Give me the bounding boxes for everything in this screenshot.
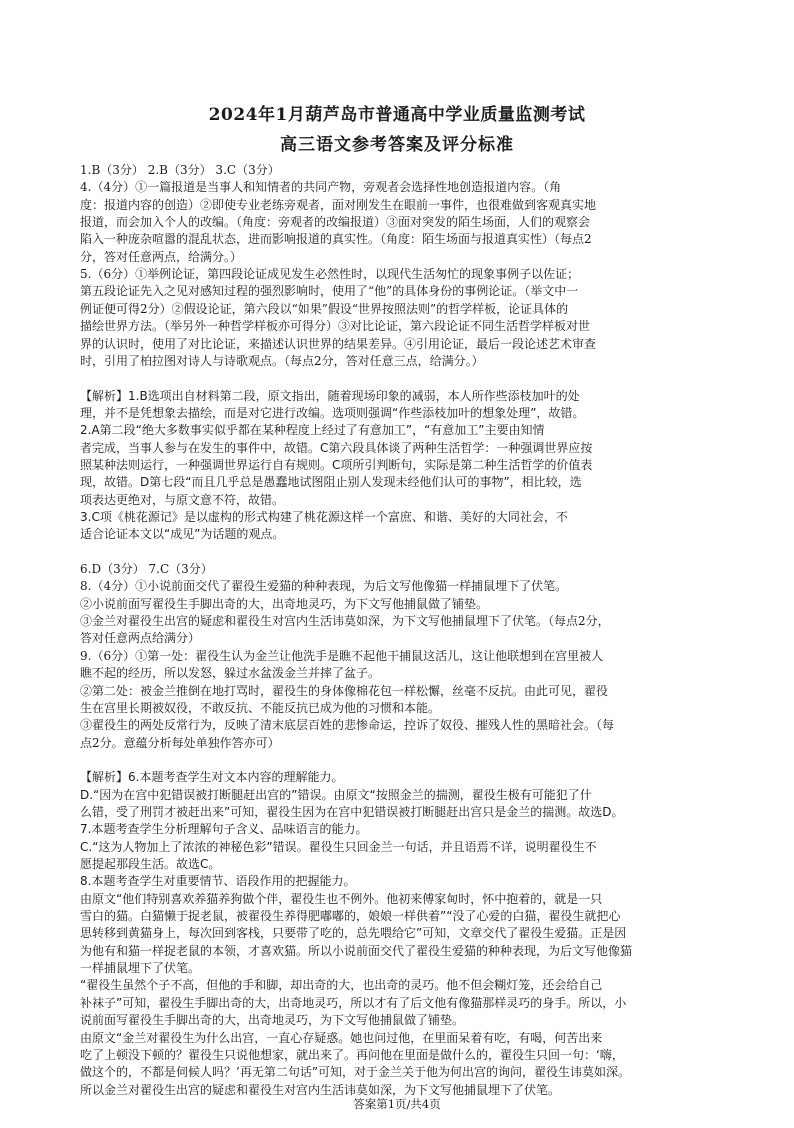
text-line: 点2分。意蕴分析每处单独作答亦可）	[80, 735, 280, 750]
text-line: ②第二处：被金兰推倒在地打骂时，翟役生的身体像棉花包一样松懈，丝毫不反抗。由此可见，翟役	[80, 683, 609, 698]
text-line: 5.（6分）①举例论证，第四段论证成见发生必然性时，以现代生活匆忙的现象事例子以佐证；	[80, 267, 580, 282]
text-line: 者完成，当事人参与在发生的事件中，故错。C第六段具体谈了两种生活哲学：一种强调世界应按	[80, 440, 593, 455]
text-line: 由原文“金兰对翟役生为什么出宫，一直心存疑惑。她也问过他，在里面呆着有吃，有喝，何苦出来	[80, 1030, 603, 1045]
text-line: “翟役生虽然个子不高，但他的手和脚，却出奇的大，也出奇的灵巧。他不但会糊灯笼，还会给自己	[80, 978, 603, 993]
text-line: ③翟役生的两处反常行为，反映了清末底层百姓的悲惨命运，控诉了奴役、摧残人性的黑暗社会。（每	[80, 718, 615, 733]
text-line: 1.B（3分） 2.B（3分） 3.C（3分）	[80, 163, 280, 177]
text-line: 么错，受了刑罚才被赶出来”可知，翟役生因为在宫中犯错误被打断腿赶出宫只是金兰的揣测。故选D。	[80, 804, 624, 819]
text-line: 陷入一种庞杂喧嚣的混乱状态，进而影响报道的真实性。（角度：陌生场面与报道真实性）（每点2	[80, 232, 592, 247]
text-line: 例证便可得2分）②假设论证，第六段以“如果”假设“世界按照法则”的哲学样板，论证具体的	[80, 301, 569, 316]
text-line: 为他有和猫一样捉老鼠的本领，才喜欢猫。所以小说前面交代了翟役生爱猫的种种表现，为后文写他像猫	[80, 943, 633, 958]
document-title: 2024年1月葫芦岛市普通高中学业质量监测考试	[208, 105, 586, 125]
text-line: 【解析】6.本题考查学生对文本内容的理解能力。	[80, 770, 344, 785]
text-line: 吃了上顿没下顿的？翟役生只说他想家，就出来了。再问他在里面是做什么的，翟役生只回一句：‘嗨，	[80, 1047, 624, 1062]
text-line: C.“这为人物加上了浓浓的神秘色彩”错误。翟役生只回金兰一句话，并且语焉不详，说明翟役生不	[80, 839, 597, 854]
text-line: 现，故错。D第七段“而且几乎总是愚蠢地试图阻止别人发现未经他们认可的事物”，相比较，选	[80, 475, 582, 490]
text-line: 雪白的猫。白猫懒于捉老鼠，被翟役生养得肥嘟嘟的，娘娘一样供着”“没了心爱的白猫，翟役生就把心	[80, 909, 621, 924]
text-line: 瞧不起的经历，所以发怒，躲过水盆泼金兰并摔了盆子。	[80, 666, 381, 681]
text-line: ③金兰对翟役生出宫的疑虑和翟役生对宫内生活讳莫如深，为下文写他捕鼠埋下了伏笔。（每点2分，	[80, 614, 610, 629]
document-subtitle: 高三语文参考答案及评分标准	[280, 135, 514, 155]
text-line: ②小说前面写翟役生手脚出奇的大，出奇地灵巧，为下文写他捕鼠做了铺垫。	[80, 596, 489, 611]
text-line: 做这个的，不都是伺候人吗？’再无第二句话”可知，对于金兰关于他为何出宫的询问，翟役生讳莫如深。	[80, 1065, 631, 1080]
text-line: 界的认识时，使用了对比论证，来描述认识世界的结果差异。④引用论证，最后一段论述艺术审查	[80, 336, 597, 351]
text-line: 描绘世界方法。（举另外一种哲学样板亦可得分）③对比论证，第六段论证不同生活哲学样板对世	[80, 319, 591, 334]
text-line: 8.本题考查学生对重要情节、语段作用的把握能力。	[80, 874, 356, 889]
text-line: 生在宫里长期被奴役，不敢反抗、不能反抗已成为他的习惯和本能。	[80, 700, 441, 715]
text-line: 2.A第二段“绝大多数事实似乎都在某种程度上经过了有意加工”，“有意加工”主要由知情	[80, 423, 545, 438]
text-line: 照某种法则运行，一种强调世界运行自有规则。C项所引判断句，实际是第二种生活哲学的价值表	[80, 457, 593, 472]
text-line: 一样捕鼠埋下了伏笔。	[80, 961, 201, 976]
text-line: 4.（4分）①一篇报道是当事人和知情者的共同产物，旁观者会选择性地创造报道内容。（角	[80, 180, 562, 195]
text-line: 适合论证本文以“成见”为话题的观点。	[80, 527, 285, 542]
text-line: 项表达更绝对，与原文意不符，故错。	[80, 492, 285, 507]
text-line: 愿提起那段生活。故选C。	[80, 857, 221, 871]
page-footer: 答案第1页/共4页	[353, 1097, 441, 1111]
text-line: 补袜子”可知，翟役生手脚出奇的大，出奇地灵巧，所以才有了后文他有像猫那样灵巧的身手。所以，小	[80, 995, 627, 1010]
text-line: 分，答对任意两点，给满分。）	[80, 249, 243, 264]
text-line: 9.（6分）①第一处：翟役生认为金兰让他洗手是瞧不起他干捕鼠这活儿，这让他联想到在宫里被人	[80, 648, 604, 663]
text-line: 说前面写翟役生手脚出奇的大，出奇地灵巧，为下文写他捕鼠做了铺垫。	[80, 1013, 465, 1028]
text-line: 思转移到黄猫身上，每次回到客栈，只要带了吃的，总先喂给它”可知，文章交代了翟役生爱猫。正是因	[80, 926, 627, 941]
text-line: 所以金兰对翟役生出宫的疑虑和翟役生对宫内生活讳莫如深，为下文写他捕鼠埋下了伏笔。	[80, 1082, 561, 1097]
text-line: 答对任意两点给满分）	[80, 631, 201, 646]
text-line: D.“因为在宫中犯错误被打断腿赶出宫的”错误。由原文“按照金兰的揣测，翟役生极有可能犯了什	[80, 787, 592, 802]
text-line: 【解析】1.B选项出自材料第二段，原文指出，随着现场印象的减弱，本人所作些添枝加叶的处	[80, 388, 580, 403]
text-line: 第五段论证先入之见对感知过程的强烈影响时，使用了“他”的具体身份的事例论证。（举文中一	[80, 284, 579, 299]
text-line: 3.C项《桃花源记》是以虚构的形式构建了桃花源这样一个富庶、和谐、美好的大同社会，不	[80, 510, 568, 524]
text-line: 6.D（3分） 7.C（3分）	[80, 562, 213, 577]
text-line: 8.（4分）①小说前面交代了翟役生爱猫的种种表现，为后文写他像猫一样捕鼠埋下了伏笔。	[80, 579, 568, 594]
text-line: 由原文“他们特别喜欢养猫养狗做个伴，翟役生也不例外。他初来傅家甸时，怀中抱着的，就是一只	[80, 891, 603, 906]
text-line: 时，引用了柏拉图对诗人与诗歌观点。（每点2分，答对任意三点，给满分。）	[80, 353, 484, 368]
text-line: 7.本题考查学生分析理解句子含义、品味语言的能力。	[80, 822, 368, 837]
text-line: 度：报道内容的创造）②即使专业老练旁观者，面对刚发生在眼前一事件，也很难做到客观真实地	[80, 197, 597, 212]
text-line: 报道，而会加入个人的改编。（角度：旁观者的改编报道）③面对突发的陌生场面，人们的观察会	[80, 215, 591, 230]
text-line: 理，并不是凭想象去描绘，而是对它进行改编。选项则强调“作些添枝加叶的想象处理”，故错。	[80, 405, 585, 420]
